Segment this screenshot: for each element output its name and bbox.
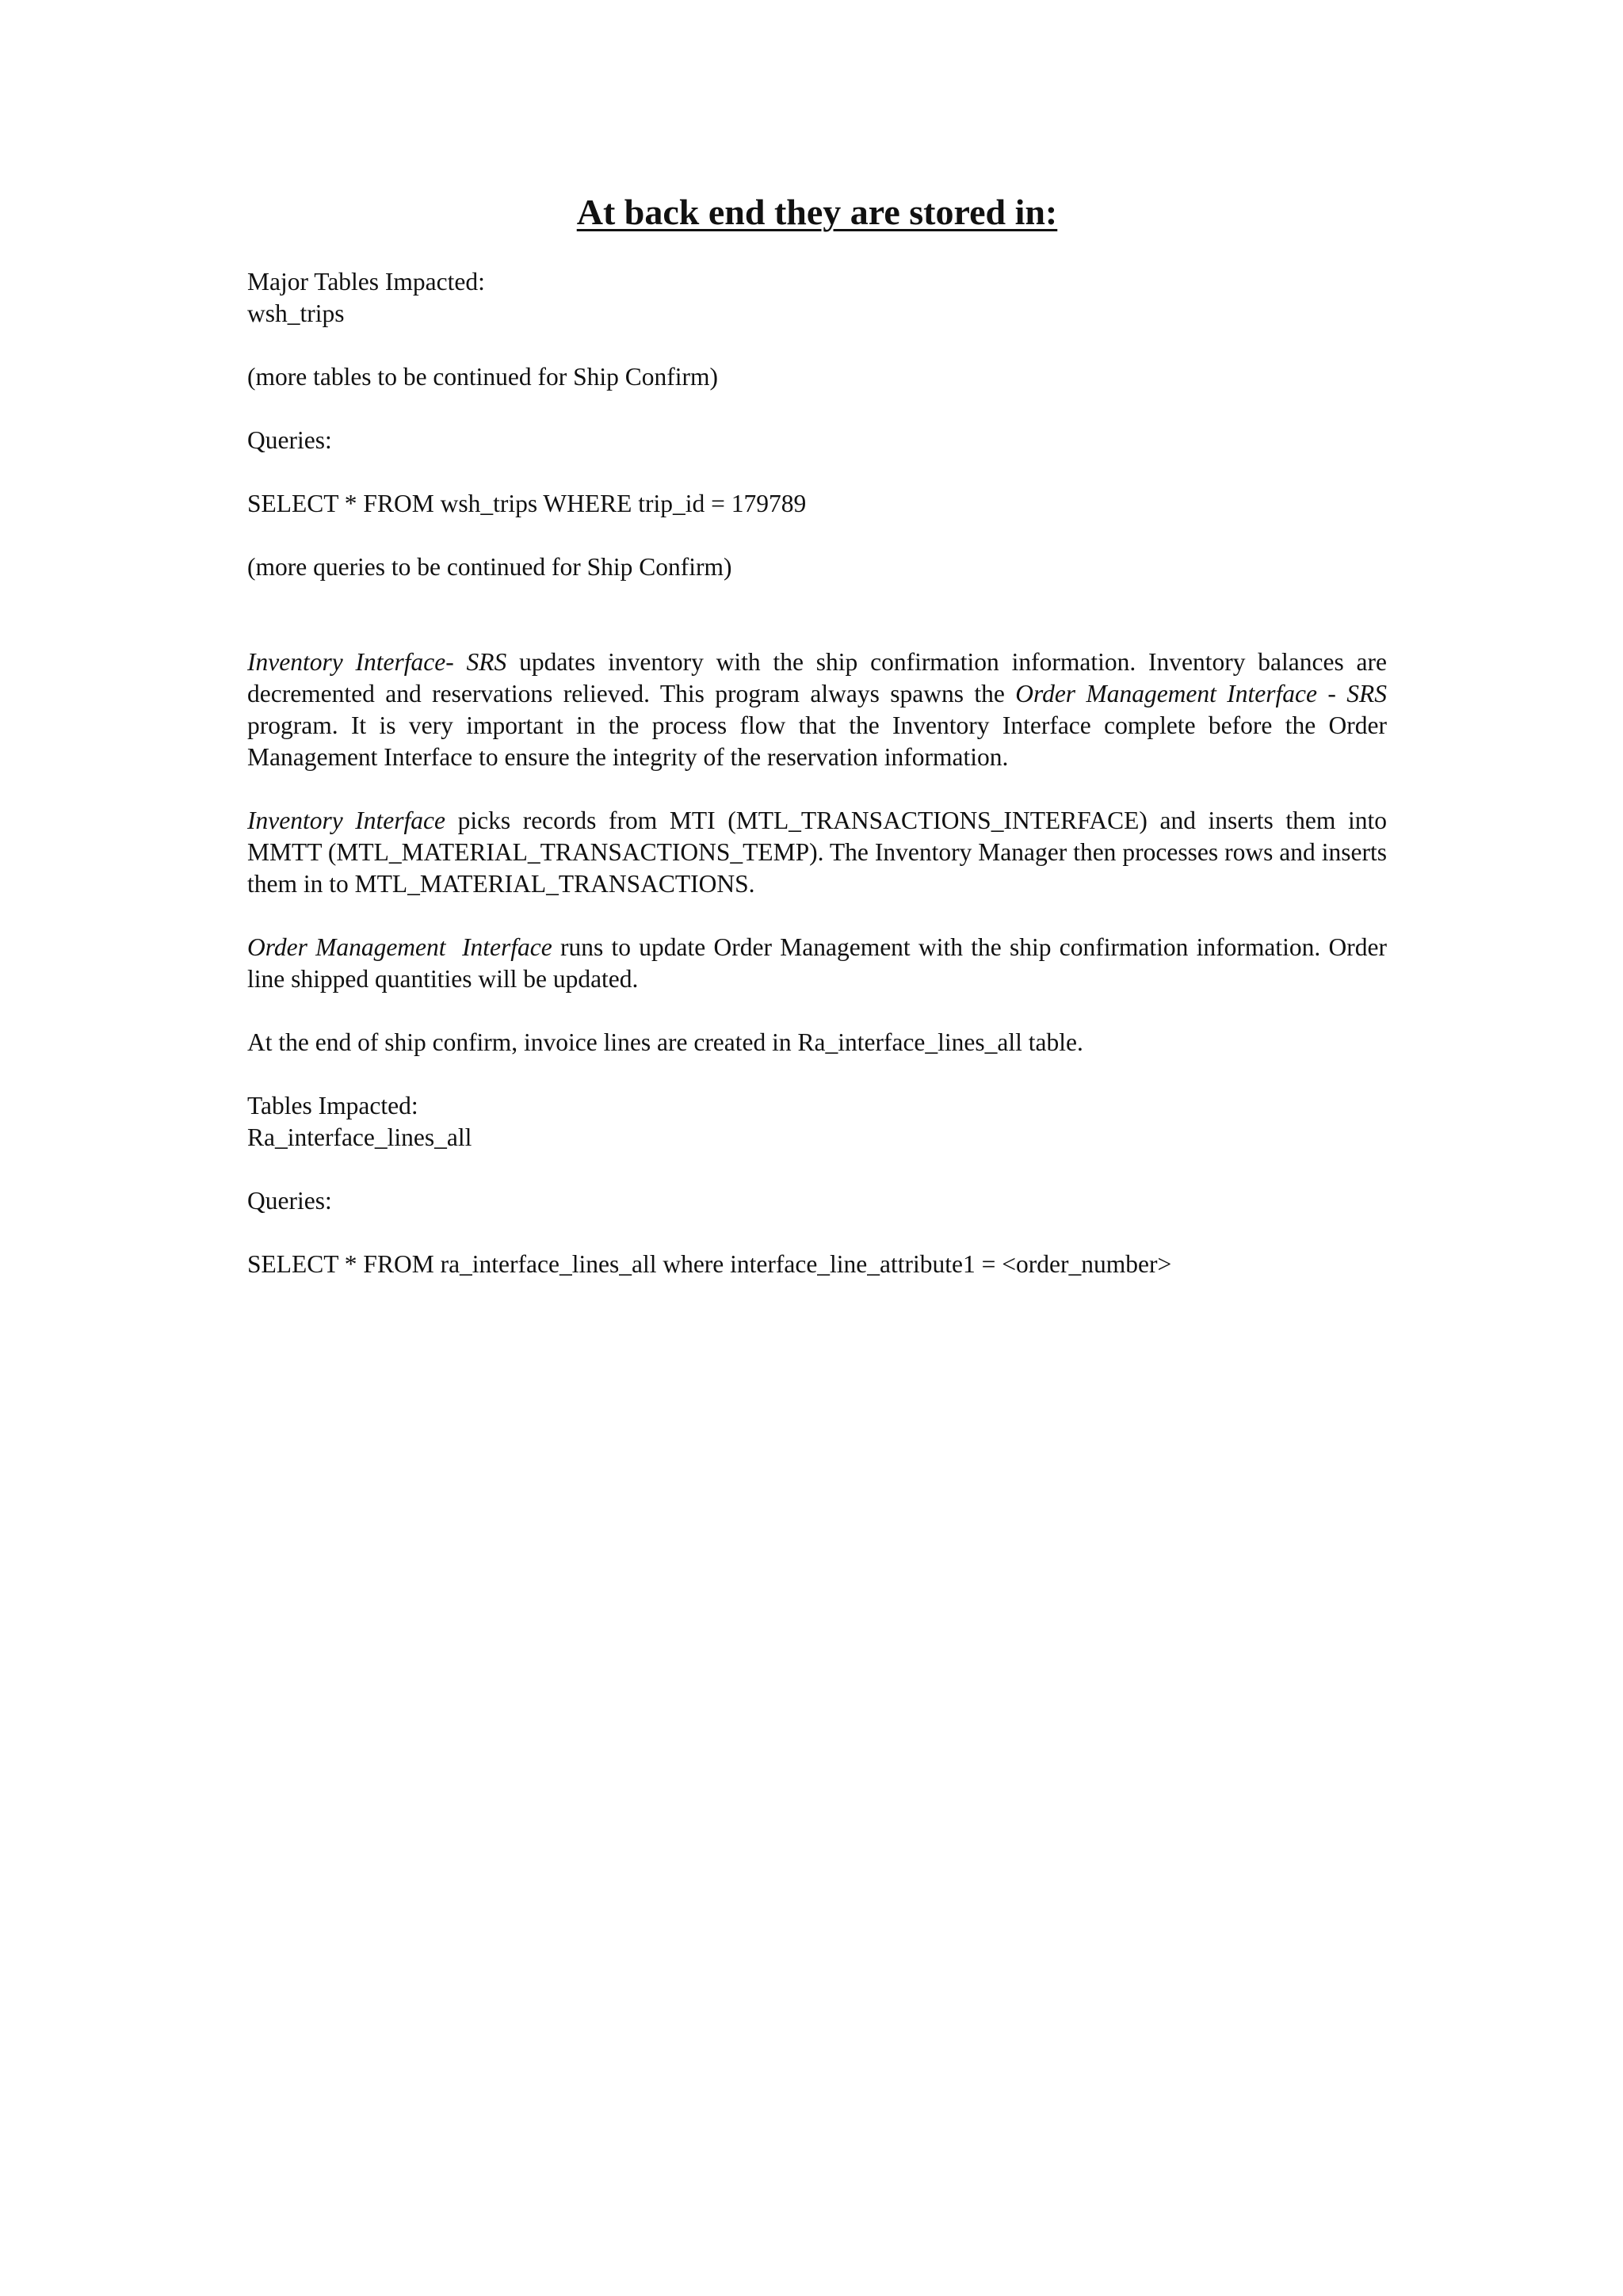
table-name-wsh-trips: wsh_trips (247, 299, 345, 327)
tables-note: (more tables to be continued for Ship Confirm) (247, 363, 718, 391)
paragraph-text: picks records from MTI (MTL_TRANSACTIONS_INTERFACE) and inserts them into MMTT (MTL_MATERIAL_TRANSACTIONS_TEMP). The Inventory Manager then processes rows and inserts them in to MTL_MATERIAL_TRANSACTIONS. (247, 807, 1387, 898)
order-management-interface-srs-term: Order Management Interface - SRS (1015, 680, 1387, 707)
spacer (247, 615, 1387, 646)
tables-impacted-heading: Tables Impacted: (247, 1092, 418, 1119)
queries-heading-2: Queries: (247, 1187, 332, 1215)
paragraph-order-management (247, 932, 1387, 995)
document-body (247, 190, 1387, 1312)
tables-impacted-block (247, 1090, 1387, 1154)
paragraph-invoice-lines: At the end of ship confirm, invoice lines are created in Ra_interface_lines_all table. (247, 1028, 1083, 1056)
query-ra-interface-lines: SELECT * FROM ra_interface_lines_all where interface_line_attribute1 = <order_number> (247, 1250, 1172, 1278)
paragraph-text: program. It is very important in the process flow that the Inventory Interface complete before the Order Management Interface to ensure the integrity of the reservation information. (247, 711, 1387, 771)
query-wsh-trips: SELECT * FROM wsh_trips WHERE trip_id = 179789 (247, 490, 807, 517)
paragraph-text: updates inventory with the ship confirmation information. Inventory balances are decremented and reservations relieved. This program always spawns the (247, 648, 1387, 707)
paragraph-inventory-interface (247, 646, 1387, 773)
table-name-ra-interface-lines-all: Ra_interface_lines_all (247, 1123, 472, 1151)
order-management-interface-term: Order Management Interface (247, 933, 552, 961)
queries-note: (more queries to be continued for Ship Confirm) (247, 553, 732, 581)
major-tables-block (247, 266, 1387, 330)
queries-heading: Queries: (247, 426, 332, 454)
inventory-interface-term: Inventory Interface (247, 807, 445, 834)
paragraph-mti (247, 805, 1387, 900)
page-title: At back end they are stored in: (576, 192, 1058, 232)
paragraph-text: runs to update Order Management with the ship confirmation information. Order line shipped quantities will be updated. (247, 933, 1387, 993)
inventory-interface-srs-term: Inventory Interface- SRS (247, 648, 507, 676)
major-tables-heading: Major Tables Impacted: (247, 268, 485, 296)
